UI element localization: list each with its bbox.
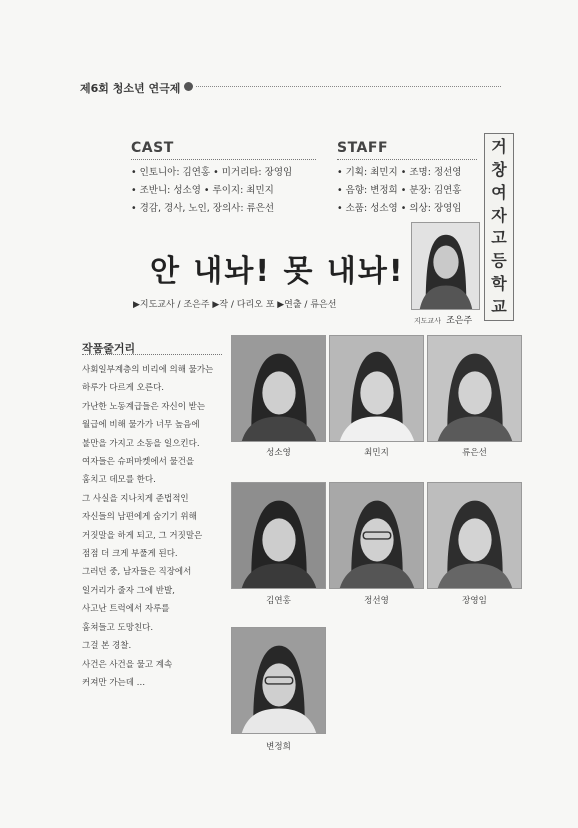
staff-list [337,164,461,218]
synopsis-line: 점점 더 크게 부풀게 된다. [82,549,178,560]
school-name-vertical [484,133,514,321]
cast-photo-caption: 장영임 [462,596,487,606]
synopsis-line: 불만을 가지고 소동을 일으킨다. [82,438,200,449]
teacher-photo [411,222,480,310]
cast-photo [231,482,326,589]
teacher-role: 지도교사 [414,317,442,325]
synopsis-line: 그러던 중, 남자들은 직장에서 [82,567,192,578]
cast-list [131,164,292,218]
cast-line: • 인토니아: 김연홍 • 미거리타: 장영임 [131,167,293,178]
cast-photo-caption: 성소영 [266,448,291,458]
staff-line: • 소품: 성소영 • 의상: 장영임 [337,203,462,214]
play-title: 안 내놔! 못 내놔! [150,254,405,289]
cast-title: CAST [131,140,174,156]
cast-photo-caption: 정선영 [364,596,389,606]
cast-photo [329,482,424,589]
synopsis-line: 커져만 가는데 … [82,677,146,688]
synopsis-line: 그 사실을 지나치게 준법적인 [82,493,189,504]
synopsis-title: 작품줄거리 [82,342,136,355]
cast-photo [231,335,326,442]
staff-rule [337,159,477,160]
staff-line: • 기획: 최민지 • 조명: 정선영 [337,167,462,178]
synopsis-line: 하루가 다르게 오른다. [82,383,165,394]
staff-title: STAFF [337,140,389,156]
synopsis-rule [82,354,222,355]
cast-photo [427,335,522,442]
synopsis-line: 훔치고 데모를 한다. [82,475,156,486]
school-char: 여 [491,182,507,202]
staff-line: • 음향: 변정희 • 분장: 김연홍 [337,185,462,196]
cast-photo-caption: 최민지 [364,448,389,458]
synopsis-line: 가난한 노동계급들은 자신이 받는 [82,401,206,412]
teacher-name: 조은주 [446,316,473,326]
play-credits: ▶지도교사 / 조은주 ▶작 / 다리오 포 ▶연출 / 류은선 [133,300,337,310]
synopsis-line: 사건은 사건을 물고 계속 [82,659,173,670]
school-char: 거 [491,137,507,156]
school-char: 교 [491,296,507,316]
synopsis-line: 사고난 트럭에서 자루를 [82,604,170,615]
cast-photo-caption: 변정희 [266,742,291,752]
cast-photo-caption: 류은선 [462,448,487,458]
cast-photo-caption: 김연홍 [266,596,291,606]
page-header: 제6회 청소년 연극제 [80,82,181,95]
synopsis-line: 여자들은 슈퍼마켓에서 물건을 [82,457,195,468]
header-bullet [184,82,193,91]
school-char: 등 [491,251,507,271]
cast-photo [231,627,326,734]
school-char: 자 [491,205,507,225]
synopsis-line: 훔쳐들고 도망친다. [82,622,154,633]
school-char: 고 [491,228,507,248]
cast-rule [131,159,316,160]
synopsis-line: 월급에 비해 물가가 너무 높음에 [82,420,200,431]
cast-line: • 조반니: 성소영 • 루이지: 최민지 [131,185,274,196]
cast-photo [329,335,424,442]
school-char: 학 [491,274,507,294]
header-rule [196,86,501,87]
school-char: 창 [491,159,507,179]
synopsis-text [82,361,222,692]
synopsis-line: 거짓말을 하게 되고, 그 거짓말은 [82,530,203,541]
synopsis-line: 일거리가 줄자 그에 반발, [82,585,175,596]
cast-line: • 경감, 경사, 노인, 장의사: 류은선 [131,203,275,214]
synopsis-line: 자신들의 남편에게 숨기기 위해 [82,512,197,523]
synopsis-line: 그걸 본 경찰. [82,641,132,652]
teacher-caption [414,313,472,326]
synopsis-line: 사회일부계층의 비리에 의해 물가는 [82,365,214,375]
cast-photo [427,482,522,589]
